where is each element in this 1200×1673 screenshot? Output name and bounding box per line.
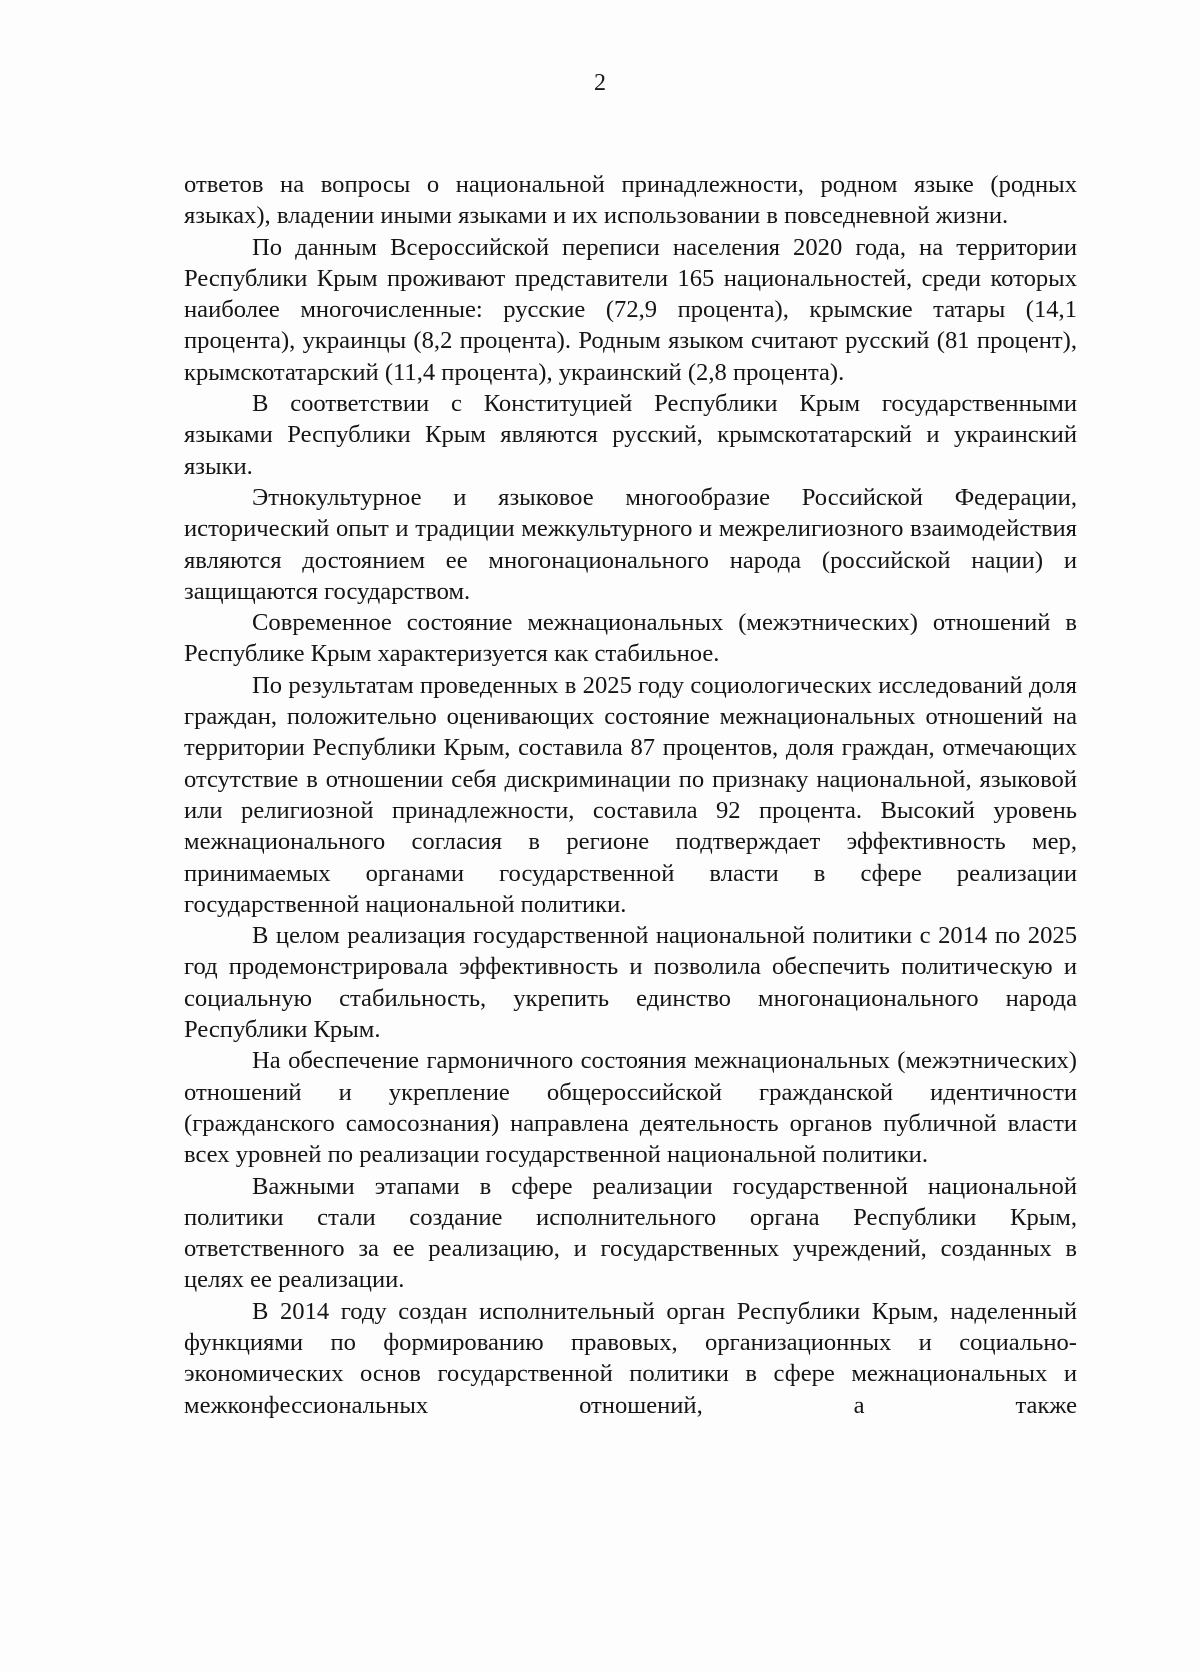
paragraph-2: По данным Всероссийской переписи населения 2020 года, на территории Республики Крым проживают представители 165 национальностей, среди которых наиболее многочисленные: русские (72,9 процента), крымские татары (14,1 процента), украинцы (8,2 процента). Родным языком считают русский (81 процент), крымскотатарский (11,4 процента), украинский (2,8 процента). [184, 233, 1077, 386]
paragraph-1: ответов на вопросы о национальной принадлежности, родном языке (родных языках), владении иными языками и их использовании в повседневной жизни. [184, 171, 1077, 230]
paragraph-10: В 2014 году создан исполнительный орган Республики Крым, наделенный функциями по формированию правовых, организационных и социально-экономических основ государственной политики в сфере межнациональных и межконфессиональных отношений, а также [184, 1297, 1077, 1419]
page-number: 2 [594, 70, 606, 96]
paragraph-5: Современное состояние межнациональных (межэтнических) отношений в Республике Крым характеризуется как стабильное. [184, 609, 1077, 668]
document-body [184, 169, 1077, 1421]
paragraph-9: Важными этапами в сфере реализации государственной национальной политики стали создание исполнительного органа Республики Крым, ответственного за ее реализацию, и государственных учреждений, созданных в целях ее реализации. [184, 1172, 1077, 1294]
paragraph-4: Этнокультурное и языковое многообразие Российской Федерации, исторический опыт и традиции межкультурного и межрелигиозного взаимодействия являются достоянием ее многонационального народа (российской нации) и защищаются государством. [184, 483, 1077, 605]
paragraph-7: В целом реализация государственной национальной политики с 2014 по 2025 год продемонстрировала эффективность и позволила обеспечить политическую и социальную стабильность, укрепить единство многонационального народа Республики Крым. [184, 922, 1077, 1044]
paragraph-3: В соответствии с Конституцией Республики Крым государственными языками Республики Крым являются русский, крымскотатарский и украинский языки. [184, 390, 1077, 480]
paragraph-6: По результатам проведенных в 2025 году социологических исследований доля граждан, положительно оценивающих состояние межнациональных отношений на территории Республики Крым, составила 87 процентов, доля граждан, отмечающих отсутствие в отношении себя дискриминации по признаку национальной, языковой или религиозной принадлежности, составила 92 процента. Высокий уровень межнационального согласия в регионе подтверждает эффективность мер, принимаемых органами государственной власти в сфере реализации государственной национальной политики. [184, 671, 1077, 918]
paragraph-8: На обеспечение гармоничного состояния межнациональных (межэтнических) отношений и укрепление общероссийской гражданской идентичности (гражданского самосознания) направлена деятельность органов публичной власти всех уровней по реализации государственной национальной политики. [184, 1047, 1077, 1169]
